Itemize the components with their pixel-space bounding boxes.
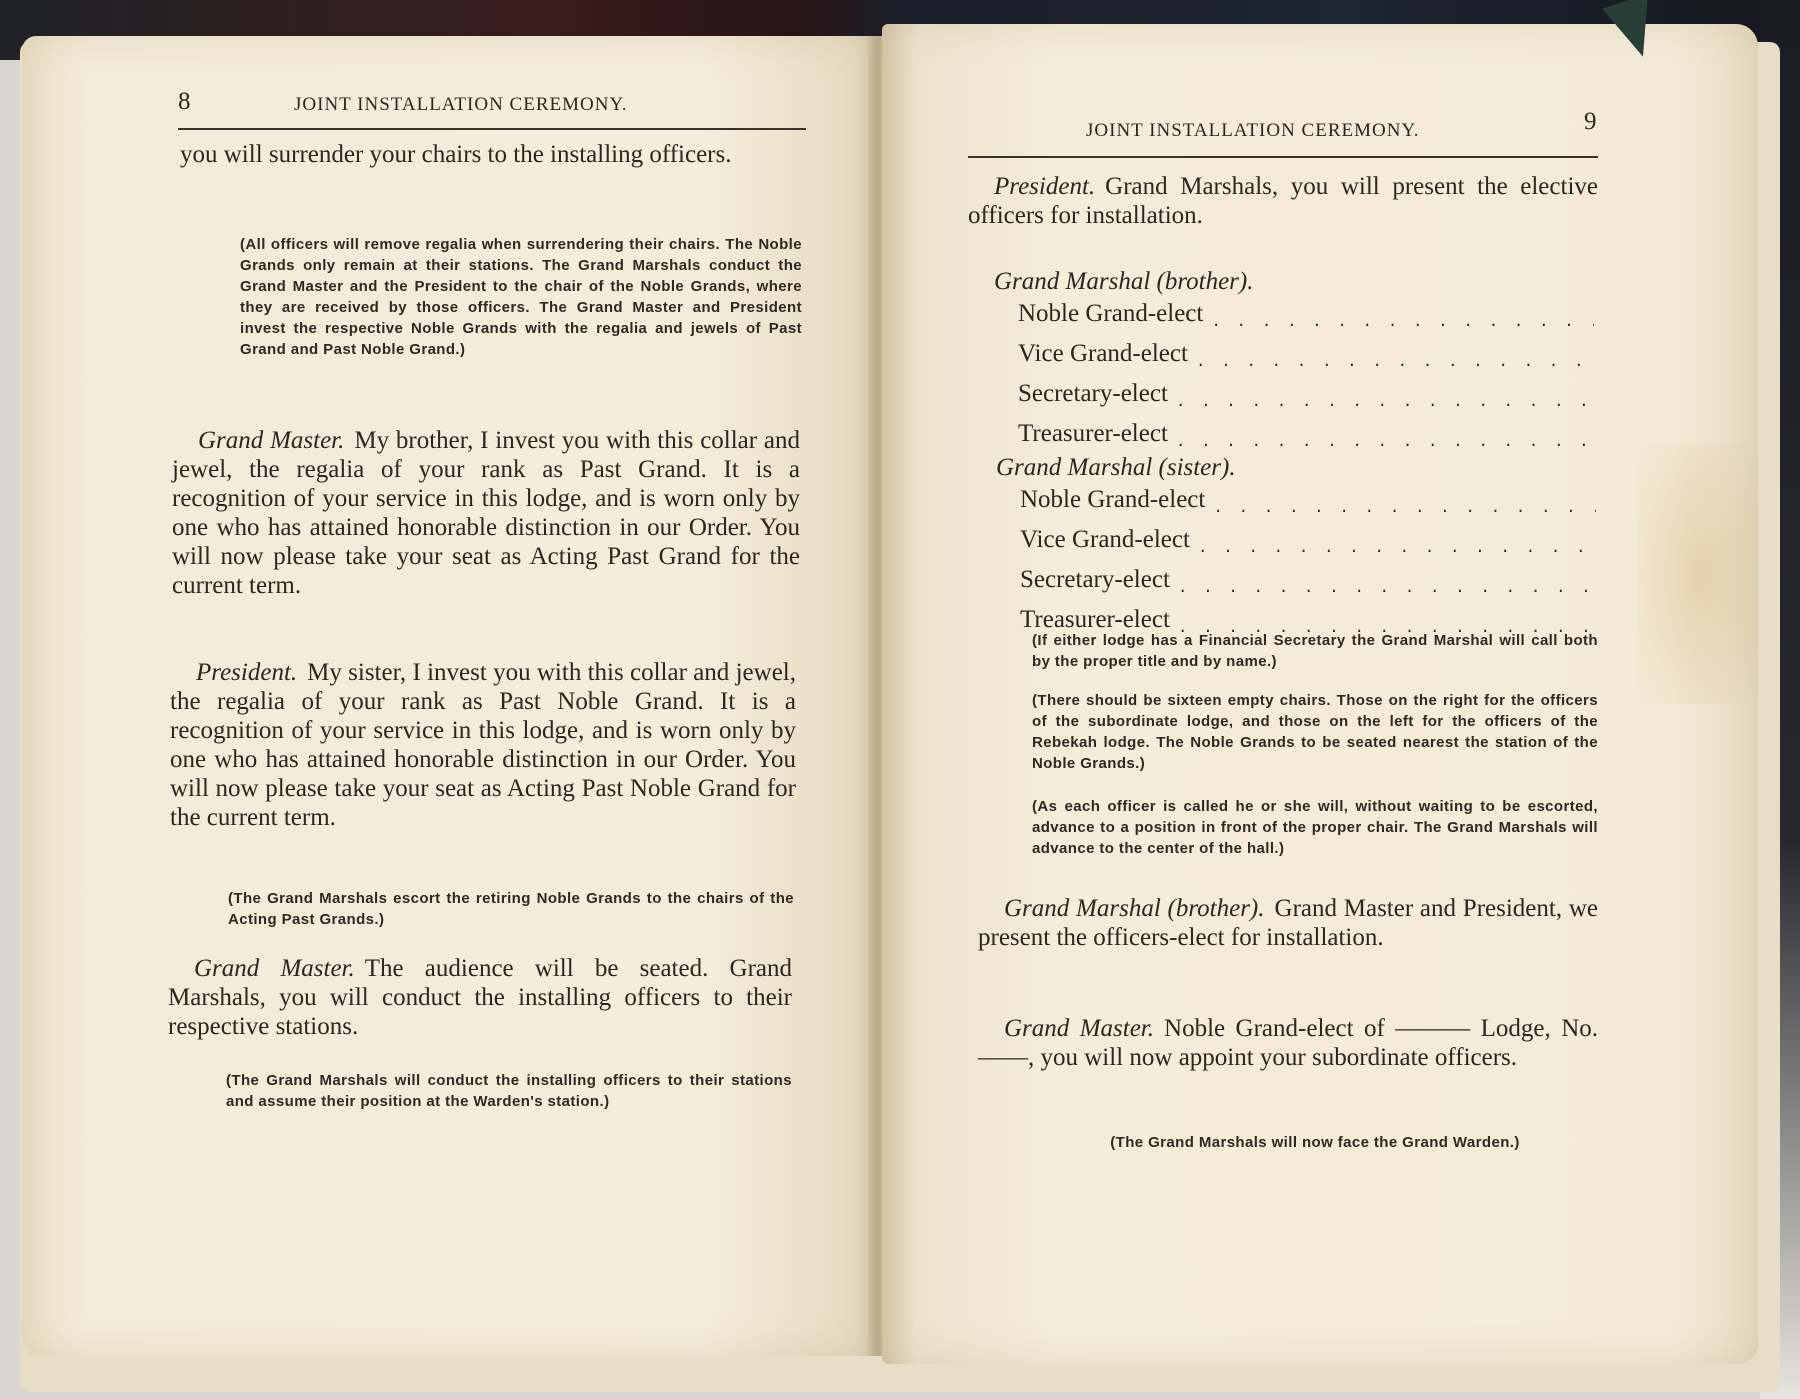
running-header: JOINT INSTALLATION CEREMONY. xyxy=(1086,120,1420,141)
stage-direction-text: (The Grand Marshals escort the retiring Noble Grands to the chairs of the Acting Past Grands.) xyxy=(228,890,794,928)
paragraph xyxy=(180,140,802,169)
leader-dots xyxy=(1176,378,1594,418)
leader-dots xyxy=(1198,524,1596,564)
leader-dots xyxy=(1196,338,1594,378)
roster-sister xyxy=(996,452,1596,644)
stage-direction-text: (If either lodge has a Financial Secretary the Grand Marshal will call both by the proper title and by name.) xyxy=(1032,632,1598,670)
stage-direction xyxy=(1032,796,1598,859)
speech-grand-marshal xyxy=(978,894,1598,952)
speaker-label: Grand Master. xyxy=(198,427,345,454)
speech-president xyxy=(968,172,1598,230)
stage-direction xyxy=(226,1070,792,1112)
roster-item-label: Vice Grand-elect xyxy=(1020,526,1190,553)
paper-stain xyxy=(1638,444,1758,704)
roster-heading: Grand Marshal (brother). xyxy=(994,268,1254,295)
speech-text: Grand Marshals, you will present the elective officers for installation. xyxy=(968,173,1598,229)
stage-direction xyxy=(1032,690,1598,774)
roster-item-label: Noble Grand-elect xyxy=(1020,486,1206,513)
page-number: 9 xyxy=(1584,108,1597,135)
stage-direction xyxy=(228,888,794,930)
left-page xyxy=(22,36,874,1356)
roster-item xyxy=(996,524,1596,564)
stage-direction-text: (The Grand Marshals will now face the Grand Warden.) xyxy=(1110,1134,1520,1151)
roster-item-label: Secretary-elect xyxy=(1018,380,1168,407)
speaker-label: Grand Marshal (brother). xyxy=(1004,895,1265,922)
speaker-label: Grand Master. xyxy=(1004,1015,1155,1042)
paragraph-text: you will surrender your chairs to the installing officers. xyxy=(180,141,732,168)
stage-direction xyxy=(1032,1132,1598,1153)
speaker-label: President. xyxy=(994,173,1096,200)
roster-item-label: Treasurer-elect xyxy=(1018,420,1168,447)
roster-item xyxy=(994,378,1594,418)
stage-direction xyxy=(240,234,802,360)
right-page xyxy=(882,24,1758,1364)
leader-dots xyxy=(1211,298,1594,338)
leader-dots xyxy=(1213,484,1596,524)
roster-item xyxy=(996,484,1596,524)
header-rule xyxy=(178,128,806,130)
running-header: JOINT INSTALLATION CEREMONY. xyxy=(294,94,628,115)
stage-direction xyxy=(1032,630,1598,672)
stage-direction-text: (There should be sixteen empty chairs. Those on the right for the officers of the subordinate lodge, and those on the left for the officers of the Rebekah lodge. The Noble Grands to be seated nearest the station of the Noble Grands.) xyxy=(1032,692,1598,772)
speech-grand-master xyxy=(978,1014,1598,1072)
speech-text: My brother, I invest you with this collar and jewel, the regalia of your rank as Past Grand. It is a recognition of your service in this lodge, and is worn only by one who has attained honorable distinction in our Order. You will now please take your seat as Acting Past Grand for the current term. xyxy=(172,427,800,599)
roster-item xyxy=(996,564,1596,604)
speech-grand-master xyxy=(172,426,800,600)
roster-item-label: Secretary-elect xyxy=(1020,566,1170,593)
roster-heading: Grand Marshal (sister). xyxy=(996,454,1236,481)
roster-item xyxy=(994,298,1594,338)
page-number: 8 xyxy=(178,88,191,115)
roster-item-label: Treasurer-elect xyxy=(1020,606,1170,633)
speech-text: My sister, I invest you with this collar and jewel, the regalia of your rank as Past Noble Grand. It is a recognition of your service in this lodge, and is worn only by one who has attained honorable distinction in our Order. You will now please take your seat as Acting Past Noble Grand for the current term. xyxy=(170,659,796,831)
stage-direction-text: (All officers will remove regalia when surrendering their chairs. The Noble Grands only remain at their stations. The Grand Marshals conduct the Grand Master and the President to the chair of the Noble Grands, where they are received by those officers. The Grand Master and President invest the respective Noble Grands with the regalia and jewels of Past Grand and Past Noble Grand.) xyxy=(240,236,802,358)
stage-direction-text: (The Grand Marshals will conduct the installing officers to their stations and assume their position at the Warden's station.) xyxy=(226,1072,792,1110)
roster-item-label: Vice Grand-elect xyxy=(1018,340,1188,367)
speech-grand-master xyxy=(168,954,792,1041)
speech-president xyxy=(170,658,796,832)
speech-text: Grand Master and President, we present the officers-elect for installation. xyxy=(978,895,1598,951)
roster-brother xyxy=(994,266,1594,458)
speech-text: The audience will be seated. Grand Marshals, you will conduct the installing officers to their respective stations. xyxy=(168,955,792,1040)
roster-item-label: Noble Grand-elect xyxy=(1018,300,1204,327)
stage-direction-text: (As each officer is called he or she will, without waiting to be escorted, advance to a position in front of the proper chair. The Grand Marshals will advance to the center of the hall.) xyxy=(1032,798,1598,857)
speaker-label: President. xyxy=(196,659,298,686)
header-rule xyxy=(968,156,1598,158)
roster-item xyxy=(994,338,1594,378)
leader-dots xyxy=(1178,564,1596,604)
speaker-label: Grand Master. xyxy=(194,955,355,982)
speech-text: Noble Grand-elect of ——— Lodge, No. ——, you will now appoint your subordinate officers. xyxy=(978,1015,1599,1071)
